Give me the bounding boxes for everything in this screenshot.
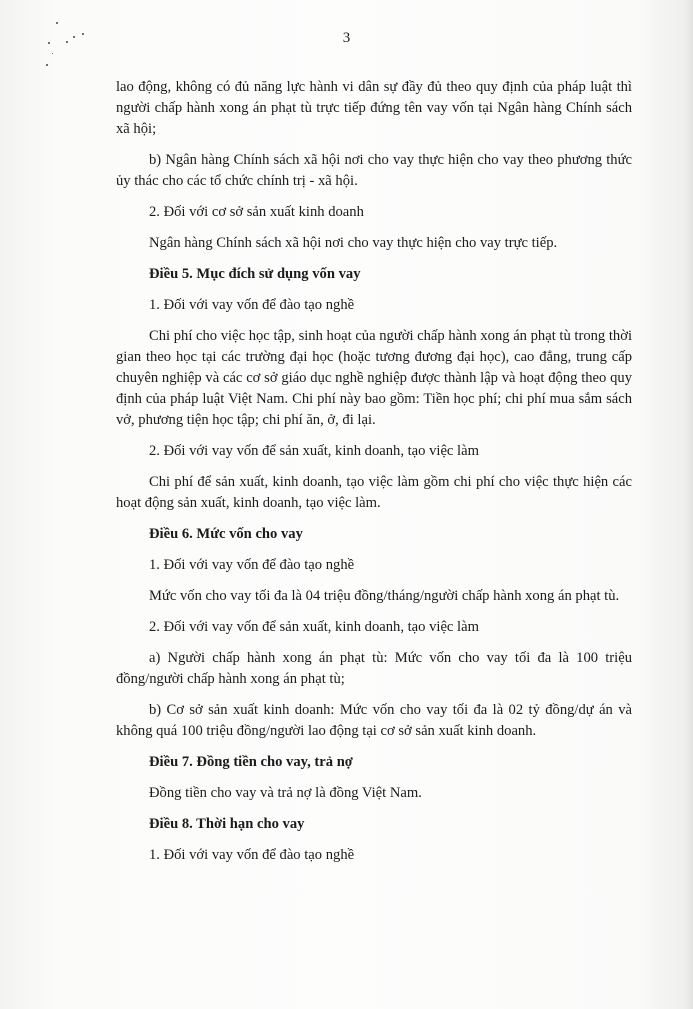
article-heading: Điều 7. Đồng tiền cho vay, trả nợ: [149, 754, 353, 770]
document-body: [116, 77, 632, 876]
paragraph-subsection: 1. Đối với vay vốn để đào tạo nghề: [149, 557, 355, 573]
article-heading: Điều 5. Mục đích sử dụng vốn vay: [149, 266, 361, 282]
paragraph-subsection: 1. Đối với vay vốn để đào tạo nghề: [149, 297, 355, 313]
paragraph: b) Ngân hàng Chính sách xã hội nơi cho vay thực hiện cho vay theo phương thức ủy thác cho các tổ chức chính trị - xã hội.: [116, 152, 632, 189]
paragraph: Chi phí cho việc học tập, sinh hoạt của người chấp hành xong án phạt tù trong thời gian theo học tại các trường đại học (hoặc tương đương đại học), cao đẳng, trung cấp chuyên nghiệp và các cơ sở giáo dục nghề nghiệp được thành lập và hoạt động theo quy định của pháp luật Việt Nam. Chi phí này bao gồm: Tiền học phí; chi phí mua sắm sách vở, phương tiện học tập; chi phí ăn, ở, đi lại.: [116, 328, 632, 428]
paragraph-subsection: 2. Đối với vay vốn để sản xuất, kinh doanh, tạo việc làm: [149, 443, 479, 459]
paragraph: Chi phí để sản xuất, kinh doanh, tạo việc làm gồm chi phí cho việc thực hiện các hoạt động sản xuất, kinh doanh, tạo việc làm.: [116, 474, 632, 511]
paragraph: Đồng tiền cho vay và trả nợ là đồng Việt Nam.: [149, 785, 422, 801]
paragraph: Ngân hàng Chính sách xã hội nơi cho vay thực hiện cho vay trực tiếp.: [149, 235, 558, 251]
article-heading: Điều 6. Mức vốn cho vay: [149, 526, 303, 542]
paragraph-subsection: 2. Đối với vay vốn để sản xuất, kinh doanh, tạo việc làm: [149, 619, 479, 635]
page-number: 3: [342, 30, 351, 46]
paragraph: a) Người chấp hành xong án phạt tù: Mức vốn cho vay tối đa là 100 triệu đồng/người chấp hành xong án phạt tù;: [116, 650, 632, 687]
paragraph-continuation: lao động, không có đủ năng lực hành vi dân sự đầy đủ theo quy định của pháp luật thì người chấp hành xong án phạt tù trực tiếp đứng tên vay vốn tại Ngân hàng Chính sách xã hội;: [116, 79, 632, 137]
paragraph: b) Cơ sở sản xuất kinh doanh: Mức vốn cho vay tối đa là 02 tỷ đồng/dự án và không quá 100 triệu đồng/người lao động tại cơ sở sản xuất kinh doanh.: [116, 702, 632, 739]
paragraph: Mức vốn cho vay tối đa là 04 triệu đồng/tháng/người chấp hành xong án phạt tù.: [149, 588, 620, 604]
paragraph-subsection: 1. Đối với vay vốn để đào tạo nghề: [149, 847, 355, 863]
article-heading: Điều 8. Thời hạn cho vay: [149, 816, 305, 832]
paragraph-subsection: 2. Đối với cơ sở sản xuất kinh doanh: [149, 204, 364, 220]
page-edge-shadow: [685, 0, 693, 1009]
